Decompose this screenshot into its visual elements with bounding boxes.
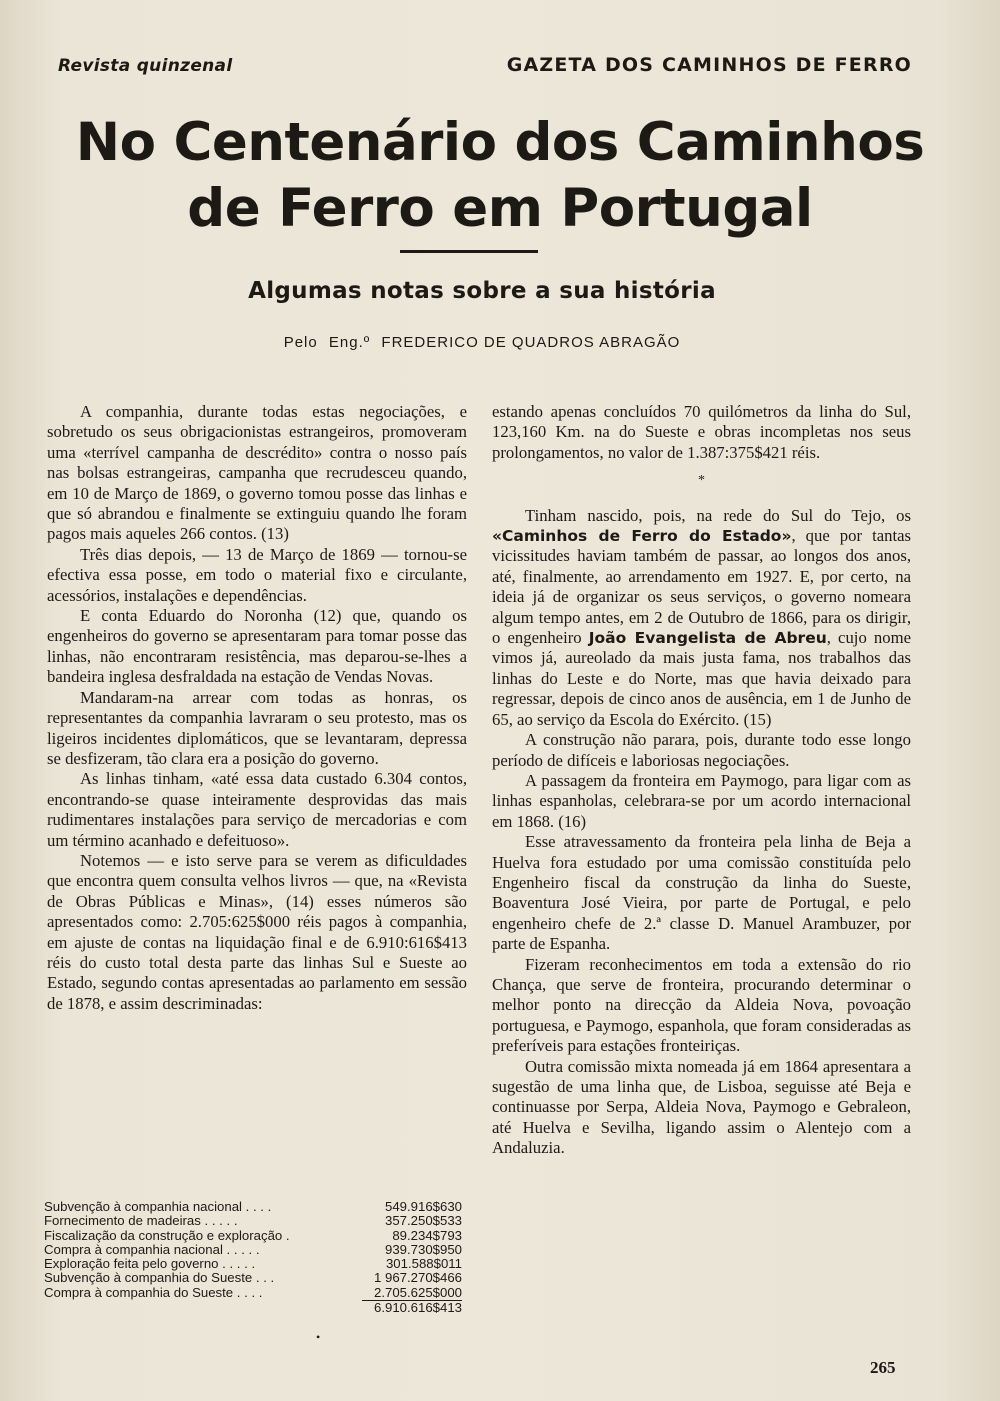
account-label: Subvenção à companhia nacional . . . . xyxy=(44,1199,272,1214)
table-row xyxy=(44,1214,462,1228)
page-number: 265 xyxy=(870,1358,896,1377)
account-label: Compra à companhia nacional . . . . . xyxy=(44,1241,260,1257)
account-label: Fornecimento de madeiras . . . . . xyxy=(44,1213,238,1229)
paragraph: A companhia, durante todas estas negociações, e sobretudo os seus obrigacionistas estrangeiros, promoveram uma «terrível campanha de descrédito» contra o nosso país nas bolsas estrangeiras, campanha que recrudesceu quando, em 10 de Março de 1869, o governo tomou posse das linhas e que só abrandou e finalmente se extinguiu quando lhe foram pagos mais aqueles 266 contos. (13) xyxy=(47,402,467,544)
emphasis-bold: «Caminhos de Ferro do Estado» xyxy=(492,527,792,546)
paragraph: Notemos — e isto serve para se verem as dificuldades que encontra quem consulta velhos livros — que, na «Revista de Obras Públicas e Minas», (14) esses números são apresentados como: 2.705:625$000 réis pagos à companhia, em ajuste de contas na liquidação final e de 6.910:616$413 réis do custo total desta parte das linhas Sul e Sueste ao Estado, segundo contas apresentadas ao parlamento em sessão de 1878, e assim descriminadas: xyxy=(47,850,467,1013)
account-value: 1 967.270$466 xyxy=(373,1270,462,1286)
byline-title: Eng.º xyxy=(328,334,371,351)
account-value: 301.588$011 xyxy=(385,1256,462,1272)
table-row xyxy=(44,1229,462,1243)
printer-mark: • xyxy=(316,1330,321,1344)
paragraph: estando apenas concluídos 70 quilómetros da linha do Sul, 123,160 Km. na do Sueste e obras incompletas nos seus prolongamentos, no valor de 1.387:375$421 réis. xyxy=(492,402,911,462)
article-title xyxy=(40,110,960,242)
text-run: , cujo nome vimos já, aureolado da mais justa fama, nos trabalhos das linhas do Leste e do Norte, mas que havia deixado para regressar, depois de cinco anos de ausência, em 1 de Junho de 65, ao serviço da Escola do Exército. (15) xyxy=(492,628,911,729)
running-header xyxy=(58,54,912,76)
account-value: 357.250$533 xyxy=(384,1213,462,1229)
paragraph: Fizeram reconhecimentos em toda a extensão do rio Chança, que serve de fronteira, procurando determinar o melhor ponto na direcção da Aldeia Nova, povoação portuguesa, e Paymogo, espanhola, que foram consideradas as preferíveis para estações fronteiriças. xyxy=(492,954,911,1056)
article-subtitle: Algumas notas sobre a sua história xyxy=(248,278,716,304)
text-run: Tinham nascido, pois, na rede do Sul do Tejo, os xyxy=(525,505,911,525)
paragraph: Três dias depois, — 13 de Março de 1869 — tornou-se efectiva essa posse, em todo o material fixo e circulante, acessórios, instalações e dependências. xyxy=(47,544,467,605)
section-separator: * xyxy=(698,473,705,489)
right-column xyxy=(492,402,911,1159)
paragraph: Outra comissão mixta nomeada já em 1864 apresentara a sugestão de uma linha que, de Lisboa, seguisse até Beja e continuasse por Serpa, Aldeia Nova, Paymogo e Gebraleon, até Huelva e Sevilha, ligando assim o Alentejo com a Andaluzia. xyxy=(492,1056,911,1158)
paragraph: As linhas tinham, «até essa data custado 6.304 contos, encontrando-se quase inteiramente desprovidas das mais rudimentares instalações para serviço de mercadorias e com um término acanhado e defeituoso». xyxy=(47,769,467,850)
table-row xyxy=(44,1271,462,1285)
byline xyxy=(0,334,964,351)
paragraph: A construção não parara, pois, durante todo esse longo período de difíceis e laboriosas negociações. xyxy=(492,730,911,770)
article-title-line-2: de Ferro em Portugal xyxy=(187,178,813,239)
emphasis-bold: João Evangelista de Abreu xyxy=(588,629,827,648)
account-total: 6.910.616$413 xyxy=(373,1300,462,1316)
table-row xyxy=(44,1257,462,1271)
article-title-line-1: No Centenário dos Caminhos xyxy=(75,112,925,173)
byline-prefix: Pelo xyxy=(283,334,318,351)
account-value: 939.730$950 xyxy=(384,1241,462,1257)
account-label: Exploração feita pelo governo . . . . . xyxy=(44,1256,256,1272)
paragraph: E conta Eduardo do Noronha (12) que, quando os engenheiros do governo se apresentaram para tomar posse das linhas, não encontraram resistência, mas deparou-se-lhes a bandeira inglesa desfraldada na estação de Vendas Novas. xyxy=(47,606,467,687)
table-row xyxy=(44,1286,462,1300)
account-label: Subvenção à companhia do Sueste . . . xyxy=(44,1270,275,1286)
account-value: 549.916$630 xyxy=(384,1199,462,1214)
account-label: Compra à companhia do Sueste . . . . xyxy=(44,1284,263,1300)
title-divider xyxy=(400,250,538,253)
account-label: Fiscalização da construção e exploração . xyxy=(44,1227,290,1243)
text-run: , que por tantas vicissitudes haviam também de passar, ao longos dos anos, até, finalmente, ao arrendamento em 1927. E, por certo, na ideia já de organizar os seus serviços, o governo nomeara algum tempo antes, em 2 de Outubro de 1866, para os dirigir, o engenheiro xyxy=(492,526,912,648)
header-section-label: Revista quinzenal xyxy=(58,56,233,76)
table-row xyxy=(44,1243,462,1257)
paragraph xyxy=(492,506,911,730)
paragraph: Mandaram-na arrear com todas as honras, os representantes da companhia lavraram o seu protesto, mas os ligeiros incidentes diplomáticos, que se levantaram, depressa se desfizeram, tão clara era a posição do governo. xyxy=(47,687,467,768)
account-value: 89.234$793 xyxy=(392,1227,462,1243)
accounts-table xyxy=(44,1200,462,1315)
paragraph: Esse atravessamento da fronteira pela linha de Beja a Huelva fora estudado por uma comissão constituída pelo Engenheiro fiscal da construção da linha do Sueste, Boaventura José Vieira, por parte de Portugal, e pelo engenheiro chefe de 2.ª classe D. Manuel Arambuzer, por parte de Espanha. xyxy=(492,832,911,954)
table-row xyxy=(44,1200,462,1214)
account-value: 2.705.625$000 xyxy=(373,1284,462,1300)
header-publication-name: GAZETA DOS CAMINHOS DE FERRO xyxy=(506,54,912,76)
paragraph: A passagem da fronteira em Paymogo, para ligar com as linhas espanholas, celebrara-se por um acordo internacional em 1868. (16) xyxy=(492,770,911,831)
left-column xyxy=(47,402,467,1014)
byline-author: FREDERICO DE QUADROS ABRAGÃO xyxy=(381,334,681,351)
